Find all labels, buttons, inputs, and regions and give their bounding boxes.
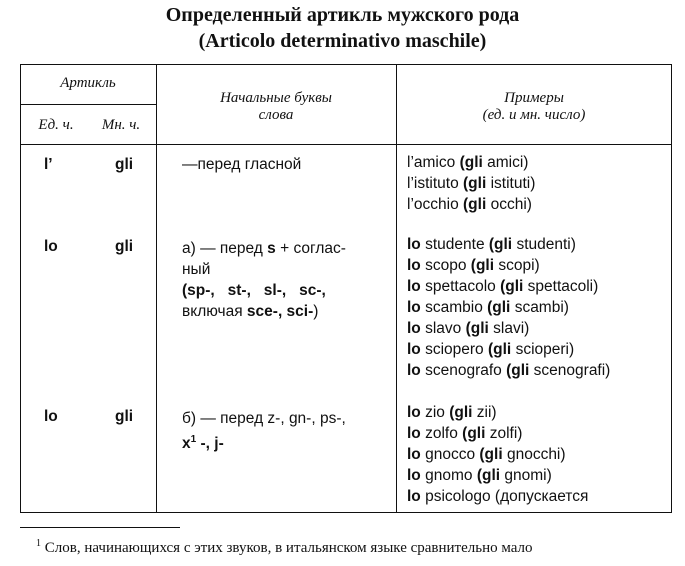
list-item: lo spettacolo (gli spettacoli) [407, 278, 599, 295]
footnote-rule [20, 527, 180, 528]
list-item: lo sciopero (gli scioperi) [407, 341, 575, 358]
row3-singular: lo [44, 408, 58, 425]
header-singular: Ед. ч. [38, 117, 74, 133]
list-item: lo zolfo (gli zolfi) [407, 425, 523, 442]
row2-singular: lo [44, 238, 58, 255]
row2-plural: gli [115, 238, 134, 255]
row1-rule: —перед гласной [182, 156, 302, 173]
list-item: l’occhio (gli occhi) [407, 196, 532, 213]
row2-examples [407, 234, 610, 381]
footnote: $^1$ Слов, начинающихся с этих звуков, в итальянском языке сравнительно мало [36, 538, 533, 556]
row1-examples [407, 152, 535, 215]
row3-rule: б) — перед z-, gn-, ps-, $x^1$ -, j- [182, 410, 346, 453]
list-item: lo scopo (gli scopi) [407, 257, 540, 274]
header-examples: Примеры (ед. и мн. число) [482, 90, 586, 123]
page-title: Определенный артикль мужского рода [165, 4, 520, 26]
list-item: lo studente (gli studenti) [407, 236, 576, 253]
list-item: l’amico (gli amici) [407, 154, 529, 171]
list-item: lo gnomo (gli gnomi) [407, 467, 552, 484]
header-plural: Мн. ч. [101, 117, 141, 133]
list-item: lo scenografo (gli scenografi) [407, 362, 611, 379]
header-initial-letters: Начальные буквы слова [220, 90, 332, 123]
list-item: lo gnocco (gli gnocchi) [407, 446, 566, 463]
row1-singular: l’ [44, 156, 53, 173]
page-subtitle: (Articolo determinativo maschile) [198, 30, 487, 52]
list-item: lo slavo (gli slavi) [407, 320, 530, 337]
row2-rule: а) — перед s + соглас- ный (sp-, st-, sl-, sc-, включая sce-, sci-) [182, 240, 346, 320]
header-article: Артикль [60, 75, 116, 91]
row3-plural: gli [115, 408, 134, 425]
list-item: l’istituto (gli istituti) [407, 175, 536, 192]
list-item: lo psicologo (допускается [407, 488, 589, 505]
list-item: lo scambio (gli scambi) [407, 299, 569, 316]
list-item: lo zio (gli zii) [407, 404, 497, 421]
row1-plural: gli [115, 156, 134, 173]
article-table [20, 64, 672, 513]
row3-examples [407, 402, 588, 507]
